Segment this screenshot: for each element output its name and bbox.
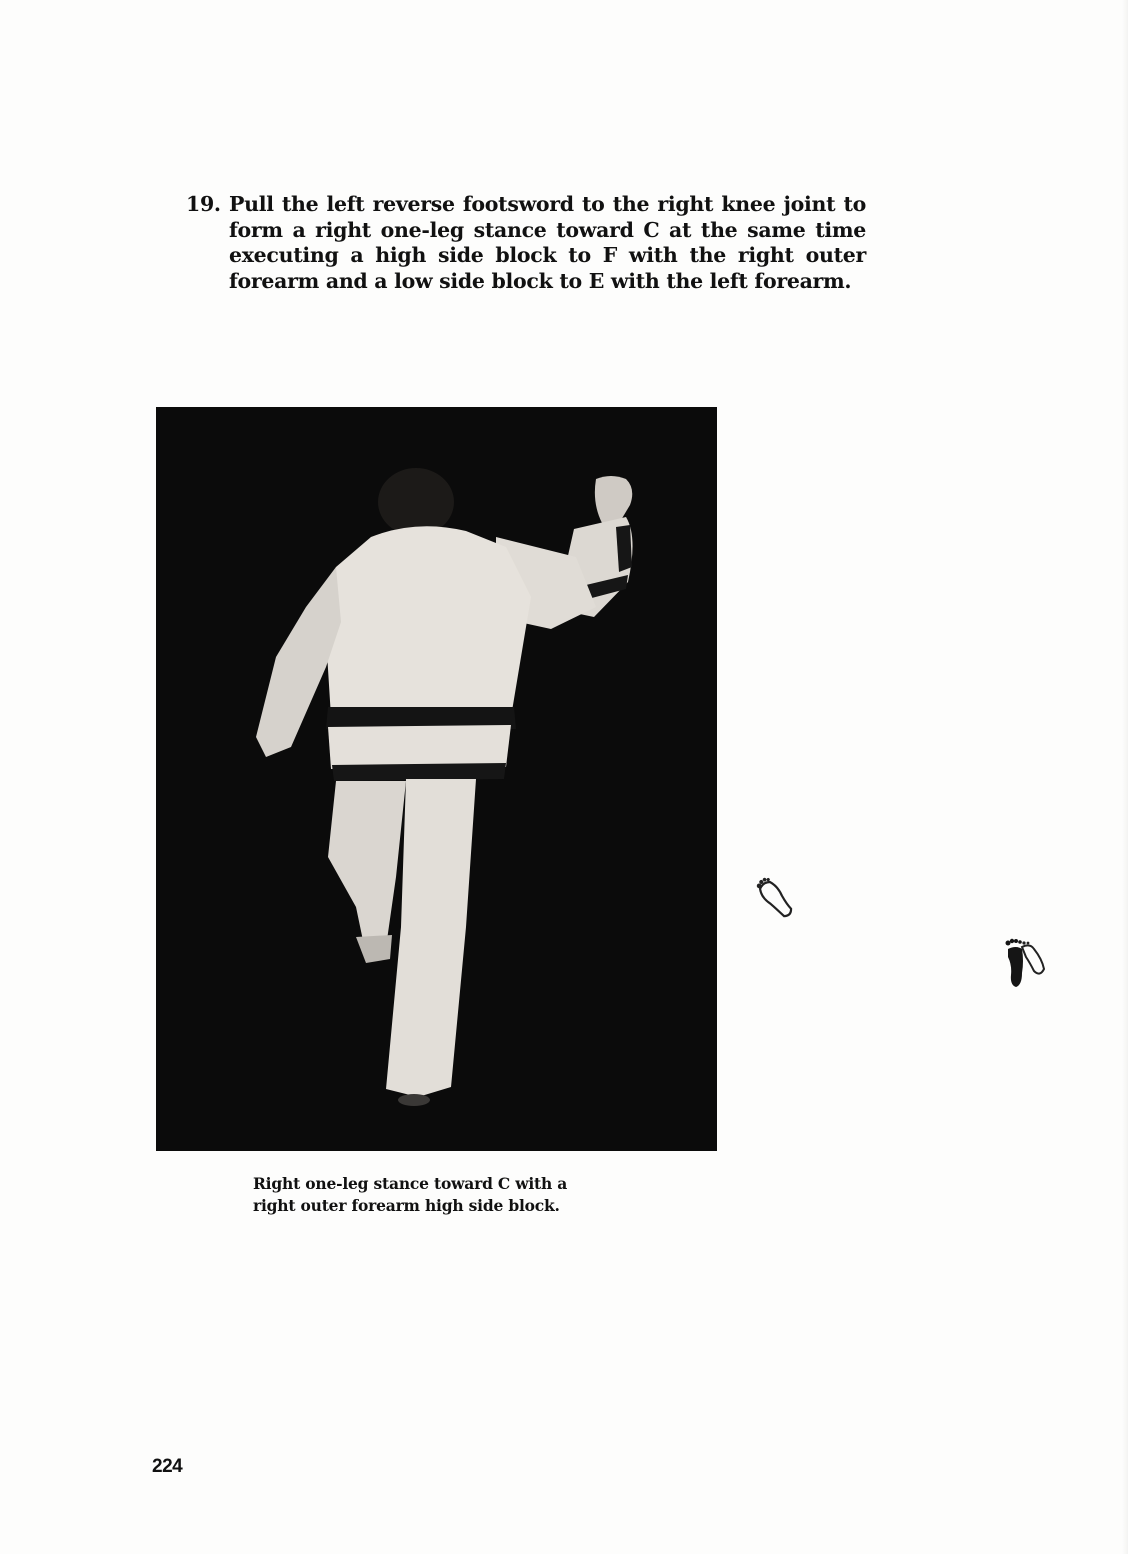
figure-photo bbox=[156, 407, 717, 1151]
caption-line-2: right outer forearm high side block. bbox=[253, 1196, 560, 1215]
filled-foot-icon bbox=[1000, 935, 1050, 991]
martial-artist-photo-icon bbox=[156, 407, 717, 1151]
page-edge bbox=[1122, 0, 1128, 1554]
outline-foot-icon bbox=[752, 874, 798, 922]
step-number: 19. bbox=[186, 192, 221, 216]
caption-line-1: Right one-leg stance toward C with a bbox=[253, 1174, 568, 1193]
step-instruction bbox=[186, 192, 866, 294]
figure-caption bbox=[253, 1173, 633, 1217]
step-text: Pull the left reverse footsword to the right knee joint to form a right one-leg stance toward C at the same time executing a high side block to F with the right outer forearm and a low side block to E with the left forearm. bbox=[229, 192, 866, 293]
page-number: 224 bbox=[152, 1456, 183, 1477]
